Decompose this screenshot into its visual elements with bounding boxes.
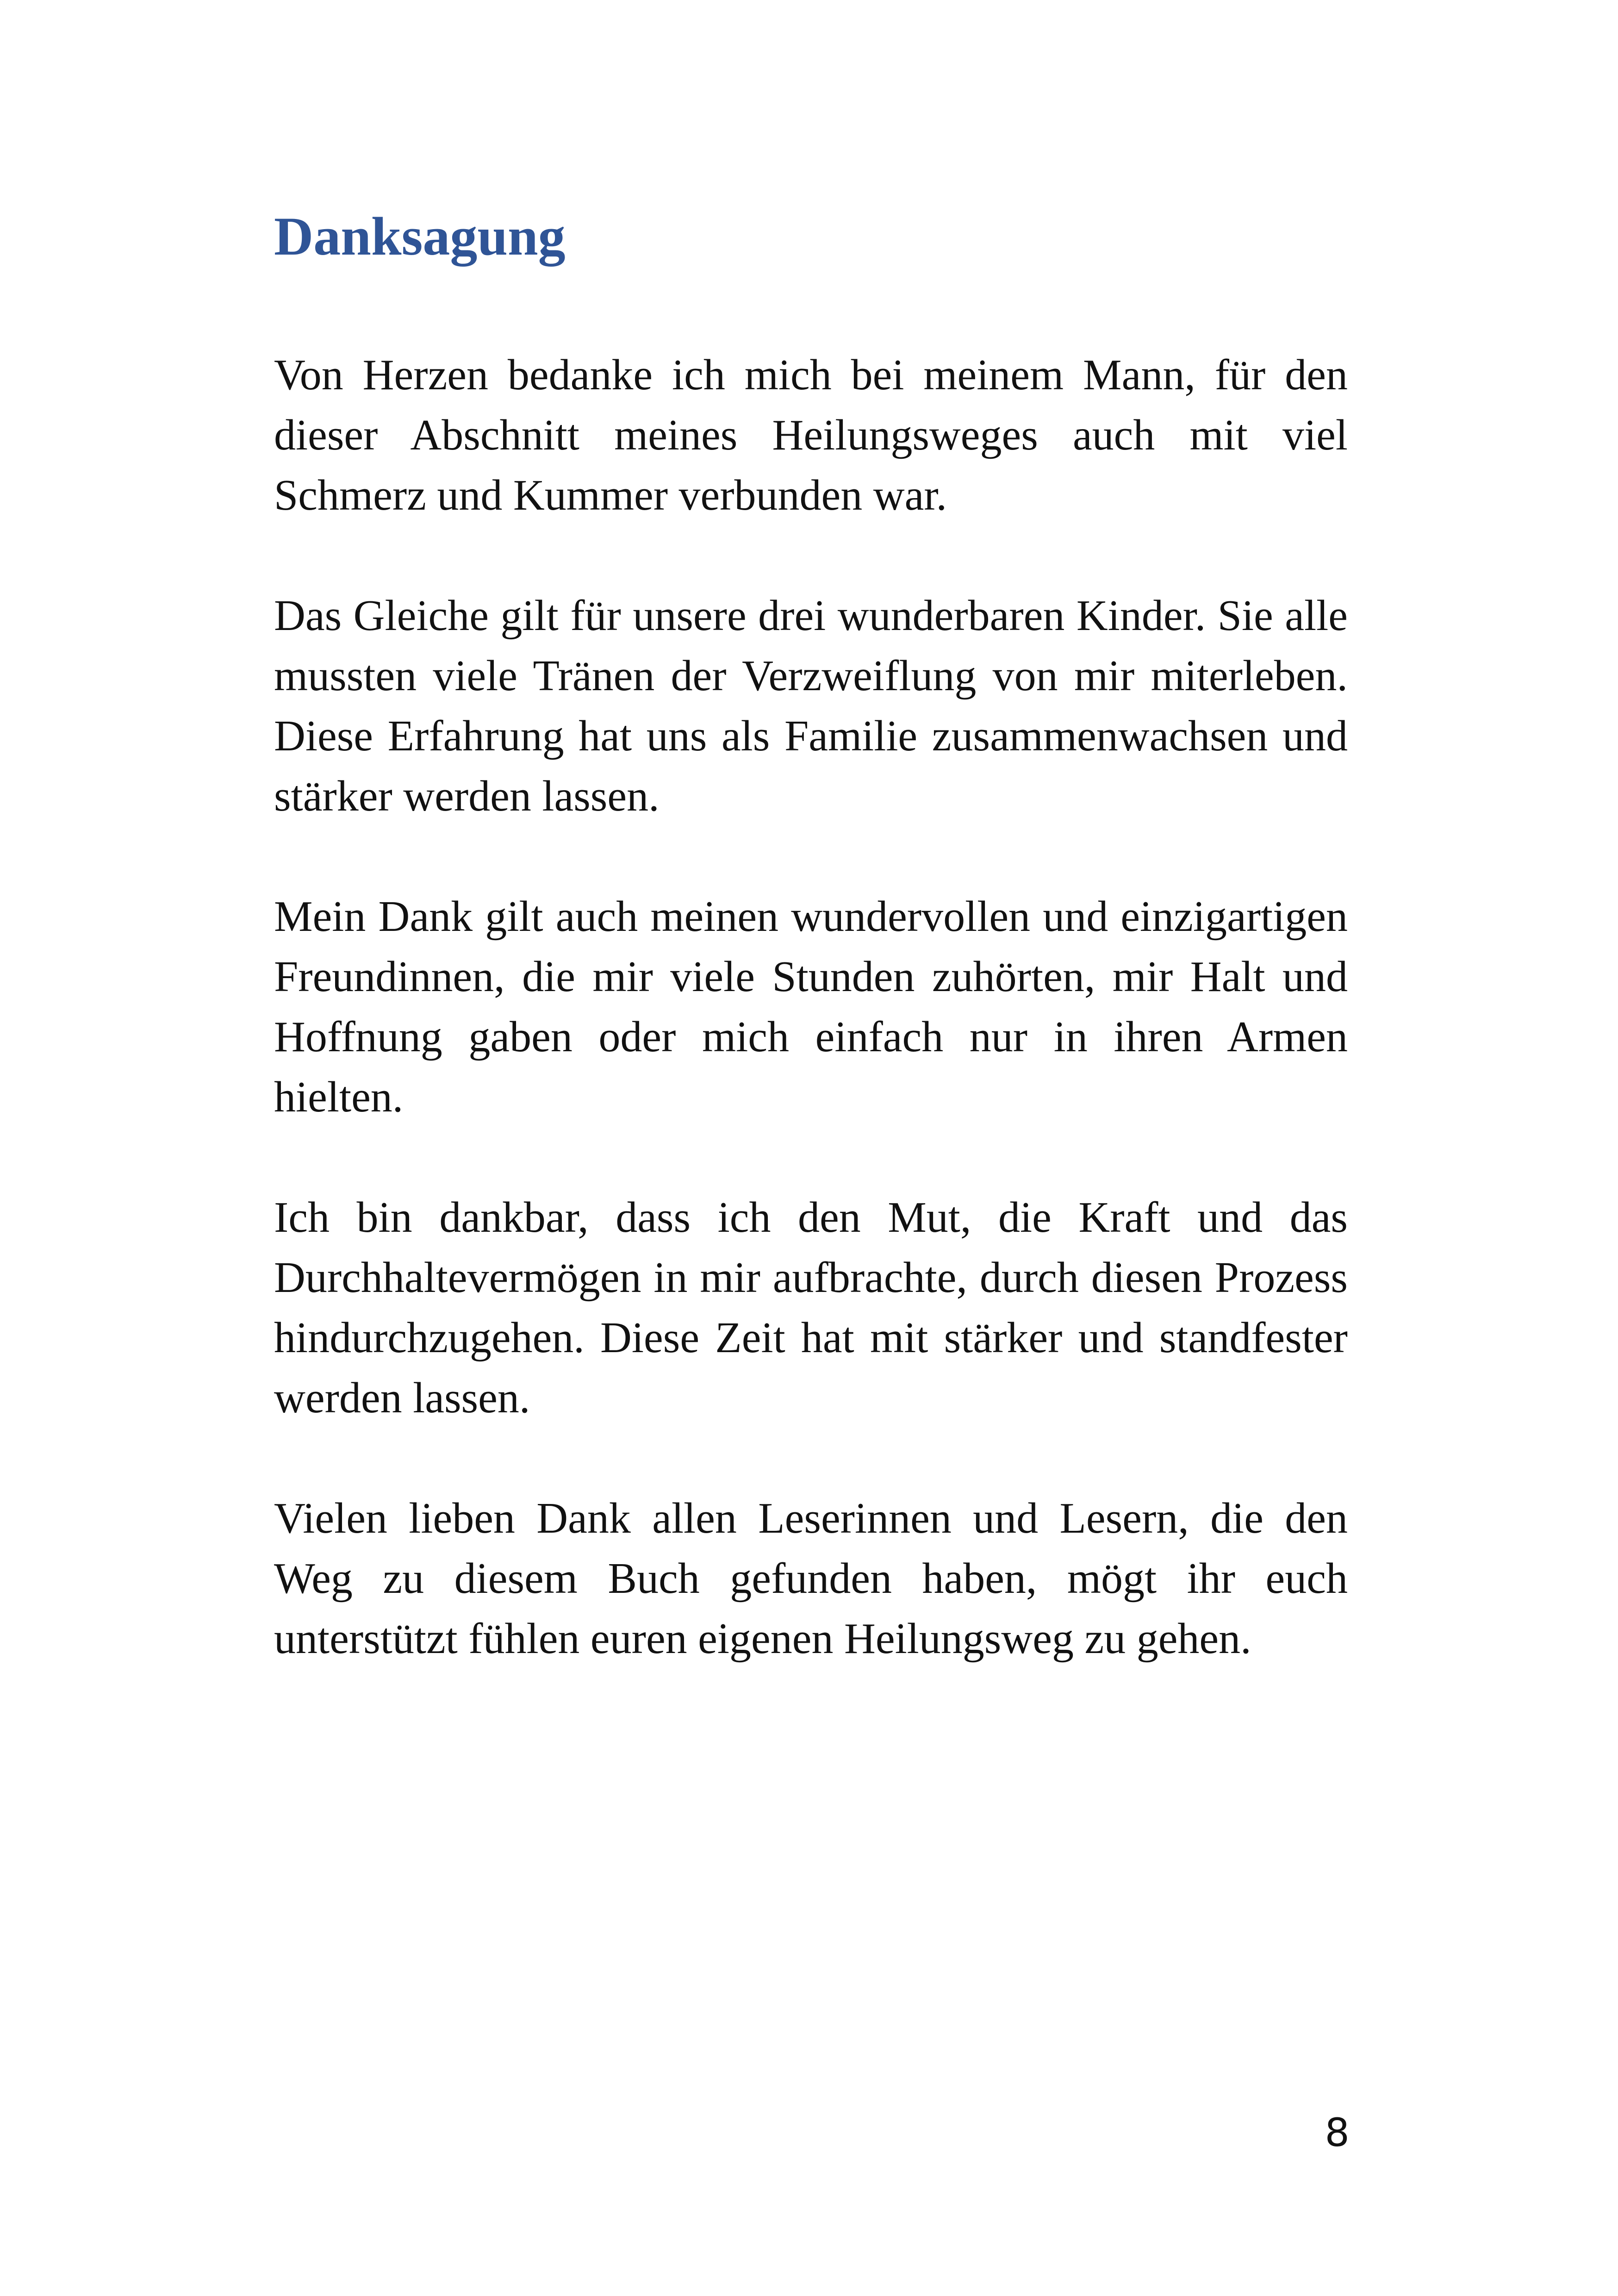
paragraph-3: Mein Dank gilt auch meinen wundervollen und einzigartigen Freundinnen, die mir viele Stunden zuhörten, mir Halt und Hoffnung gaben oder mich einfach nur in ihren Armen hielten. (274, 892, 1348, 1121)
paragraph-2: Das Gleiche gilt für unsere drei wunderbaren Kinder. Sie alle mussten viele Tränen der Verzweiflung von mir miterleben. Diese Erfahrung hat uns als Familie zusammenwachsen und stärker werden lassen. (274, 592, 1348, 820)
page-title: Danksagung (274, 206, 566, 267)
paragraph-4: Ich bin dankbar, dass ich den Mut, die Kraft und das Durchhaltevermögen in mir aufbrachte, durch diesen Prozess hindurchzugehen. Diese Zeit hat mit stärker und standfester werden lassen. (274, 1193, 1348, 1422)
paragraph-1: Von Herzen bedanke ich mich bei meinem Mann, für den dieser Abschnitt meines Heilungsweges auch mit viel Schmerz und Kummer verbunden war. (274, 351, 1348, 519)
paragraph-5: Vielen lieben Dank allen Leserinnen und Lesern, die den Weg zu diesem Buch gefunden haben, mögt ihr euch unterstützt fühlen euren eigenen Heilungsweg zu gehen. (274, 1494, 1348, 1663)
page-number: 8 (1325, 2110, 1350, 2155)
body-text (274, 345, 1348, 1669)
